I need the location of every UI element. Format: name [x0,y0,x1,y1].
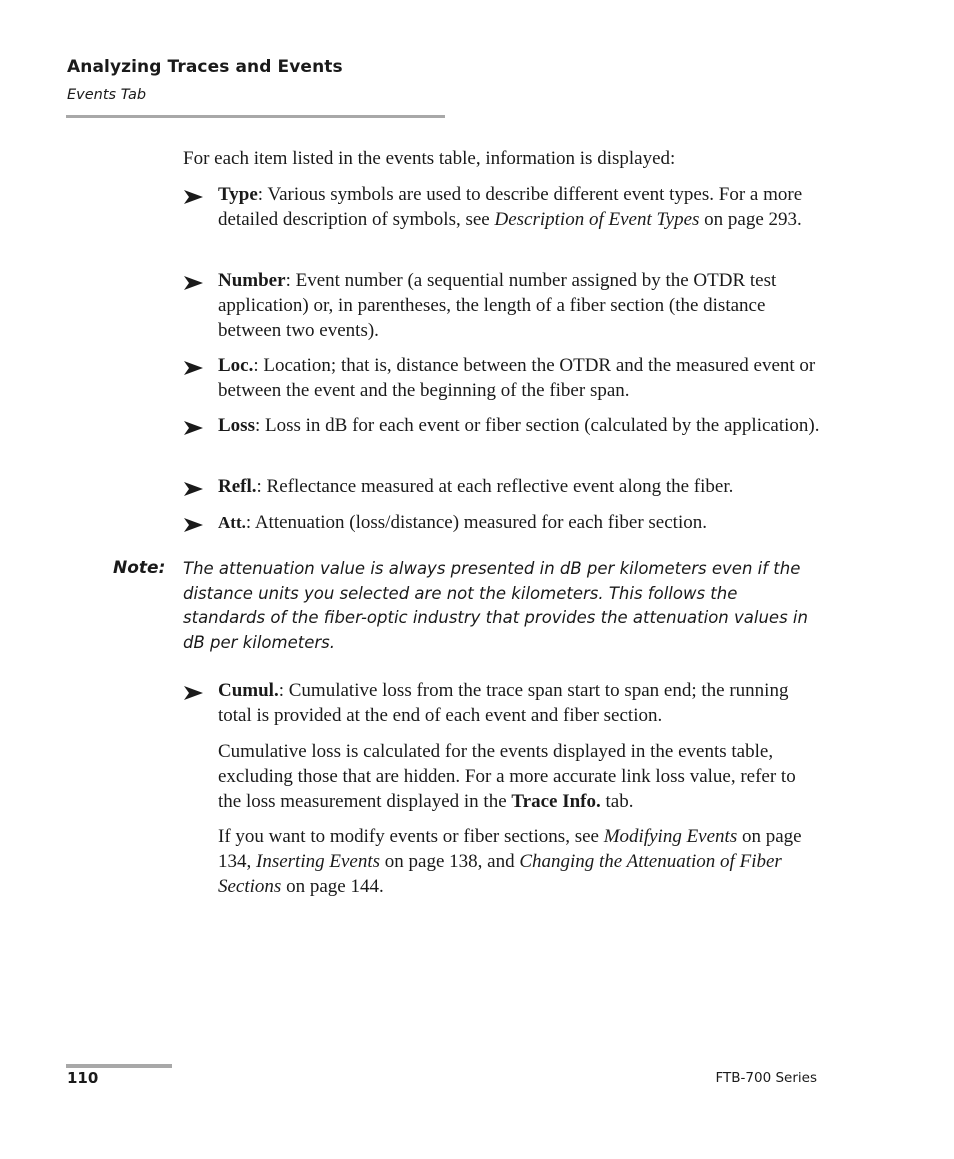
list-item-label: Refl. [218,476,257,497]
see-also-paragraph [218,824,823,899]
list-item-number [183,268,823,343]
paragraph-text: tab. [600,791,634,812]
footer-divider [66,1064,172,1068]
list-item-loss [183,413,823,438]
list-item-text: on page 293. [699,209,802,230]
list-item-label: Loc. [218,355,254,376]
list-item-text: : Location; that is, distance between the OTDR and the measured event or between the event and the beginning of the fiber span. [218,355,816,401]
arrow-bullet-icon [183,512,205,534]
product-series: FTB-700 Series [715,1070,817,1086]
trace-info-tab-reference: Trace Info. [511,791,601,812]
page-header-title: Analyzing Traces and Events [67,57,343,77]
list-item-text: : Cumulative loss from the trace span start to span end; the running total is provided at the end of each event and fiber section. [218,680,789,726]
list-item-text: : Loss in dB for each event or fiber section (calculated by the application). [254,415,820,436]
arrow-bullet-icon [183,184,205,206]
paragraph-text: on page 138, and [380,851,520,872]
arrow-bullet-icon [183,270,205,292]
list-item-attenuation [183,510,823,535]
list-item-cumulative [183,678,823,728]
arrow-bullet-icon [183,415,205,437]
cross-reference-link[interactable]: Inserting Events [256,851,381,872]
arrow-bullet-icon [183,476,205,498]
page-header-subtitle: Events Tab [67,87,147,103]
list-item-label: Att. [218,513,246,532]
note-label: Note: [113,558,166,578]
list-item-label: Type [218,184,258,205]
list-item-label: Number [218,270,286,291]
list-item-label: Cumul. [218,680,279,701]
arrow-bullet-icon [183,680,205,702]
cumulative-loss-paragraph [218,739,823,814]
arrow-bullet-icon [183,355,205,377]
list-item-label: Loss [218,415,255,436]
list-item-text: : Reflectance measured at each reflective event along the fiber. [256,476,734,497]
note-text: The attenuation value is always presented in dB per kilometers even if the distance units you selected are not the kilometers. This follows the standards of the fiber-optic industry that provides the attenuation values in dB per kilometers. [183,559,808,652]
cross-reference-link[interactable]: Modifying Events [603,826,738,847]
cross-reference-link[interactable]: Description of Event Types [494,209,700,230]
paragraph-text: Cumulative loss is calculated for the events displayed in the events table, excluding those that are hidden. For a more accurate link loss value, refer to the loss measurement displayed in the [218,741,796,812]
paragraph-text: on page 134, [218,826,802,872]
list-item-text: : Various symbols are used to describe different event types. For a more detailed description of symbols, see [218,184,803,230]
cross-reference-link[interactable]: Changing the Attenuation of Fiber Sections [218,851,782,897]
list-item-type [183,182,823,232]
paragraph-text: If you want to modify events or fiber sections, see [218,826,604,847]
header-divider [66,115,445,118]
intro-paragraph: For each item listed in the events table, information is displayed: [183,148,676,169]
page-number: 110 [67,1069,99,1087]
list-item-reflectance [183,474,823,499]
list-item-text: : Attenuation (loss/distance) measured for each fiber section. [245,512,707,533]
paragraph-text: on page 144. [281,876,384,897]
list-item-text: : Event number (a sequential number assigned by the OTDR test application) or, in parentheses, the length of a fiber section (the distance between two events). [218,270,777,341]
list-item-location [183,353,823,403]
